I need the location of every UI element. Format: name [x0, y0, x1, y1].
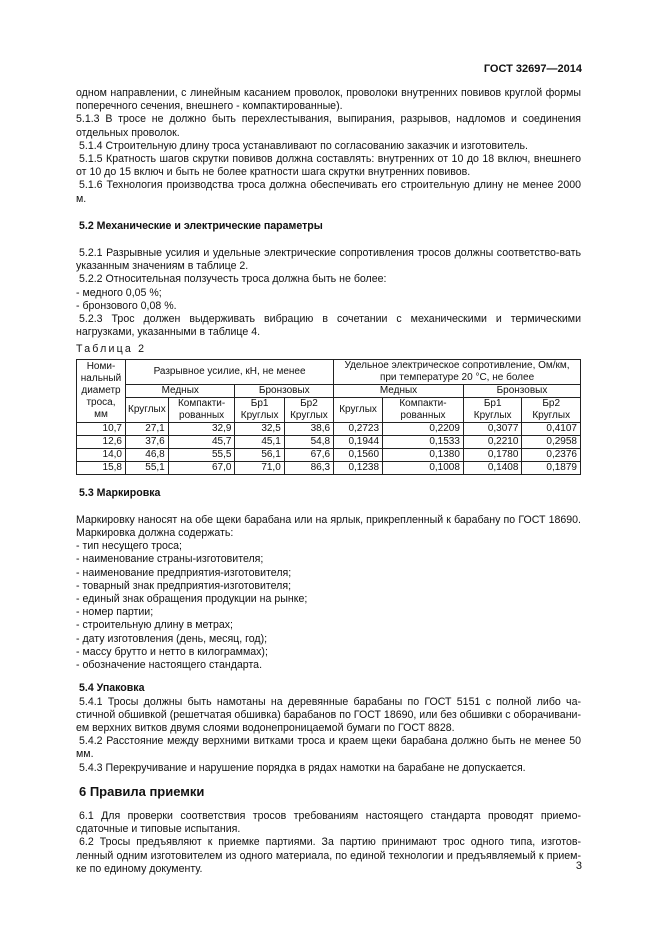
header-br2: Бр2 Круглых — [284, 397, 333, 422]
paragraph-6-1: 6.1 Для проверки соответствия тросов требованиям настоящего стандарта проводят приемо-сдаточные и типовые испытания. — [76, 809, 581, 836]
document-code: ГОСТ 32697—2014 — [483, 63, 582, 75]
list-item: - номер партии; — [76, 606, 154, 619]
paragraph-5-2-2: 5.2.2 Относительная ползучесть троса должна быть не более: — [79, 273, 387, 286]
table-row — [77, 448, 581, 461]
table-cell: 0,1560 — [334, 448, 383, 461]
section-title-6: 6 Правила приемки — [79, 783, 205, 799]
list-item: - единый знак обращения продукции на рынке; — [76, 593, 308, 606]
list-item: - обозначение настоящего стандарта. — [76, 659, 263, 672]
list-item: - медного 0,05 %; — [76, 286, 162, 299]
table-cell: 0,1238 — [334, 461, 383, 474]
header-copper: Медных — [334, 384, 464, 397]
table-cell: 46,8 — [126, 448, 169, 461]
paragraph-5-2-3: 5.2.3 Трос должен выдерживать вибрацию в сочетании с механическими и термическими нагрузками, указанными в таблице 4. — [76, 313, 581, 339]
table-cell: 0,2723 — [334, 422, 383, 435]
table-cell: 38,6 — [284, 422, 333, 435]
table-cell: 0,1879 — [522, 461, 581, 474]
table-cell: 45,1 — [235, 435, 284, 448]
table-cell: 0,1408 — [463, 461, 522, 474]
table-cell: 0,1008 — [383, 461, 464, 474]
table-cell: 37,6 — [126, 435, 169, 448]
table-2 — [76, 359, 581, 475]
table-cell: 45,7 — [168, 435, 235, 448]
paragraph-5-1-6: 5.1.6 Технология производства троса должна обеспечивать его строительную длину не менее 2000 м. — [76, 179, 581, 205]
list-item: - наименование страны-изготовителя; — [76, 553, 264, 566]
header-round: Круглых — [334, 397, 383, 422]
table-cell: 56,1 — [235, 448, 284, 461]
header-round: Круглых — [126, 397, 169, 422]
page-body — [76, 87, 581, 876]
table-cell: 54,8 — [284, 435, 333, 448]
header-diameter: Номи-нальный диаметр троса, мм — [77, 359, 126, 422]
table-cell: 67,6 — [284, 448, 333, 461]
table-cell: 0,3077 — [463, 422, 522, 435]
list-item: - массу брутто и нетто в килограммах); — [76, 645, 268, 658]
table-cell: 55,5 — [168, 448, 235, 461]
table-cell: 32,5 — [235, 422, 284, 435]
paragraph-5-4-2: 5.4.2 Расстояние между верхними витками троса и краем щеки барабана должно быть не менее 50 мм. — [76, 735, 581, 761]
table-cell: 0,1780 — [463, 448, 522, 461]
section-title-5-2: 5.2 Механические и электрические параметры — [79, 219, 323, 232]
section-title-5-3: 5.3 Маркировка — [79, 486, 161, 499]
header-breaking-force: Разрывное усилие, кН, не менее — [126, 359, 334, 384]
table-cell: 10,7 — [77, 422, 126, 435]
header-bronze: Бронзовых — [235, 384, 334, 397]
paragraph-5-1-5: 5.1.5 Кратность шагов скрутки повивов должна составлять: внутренних от 10 до 18 включ, внешнего от 10 до 15 включ и быть не более кратности шага скрутки внутренних повивов. — [76, 153, 581, 179]
header-br1: Бр1 Круглых — [463, 397, 522, 422]
list-item: - тип несущего троса; — [76, 540, 182, 553]
paragraph-5-1-4: 5.1.4 Строительную длину троса устанавливают по согласованию заказчик и изготовитель. — [79, 139, 528, 152]
table-cell: 0,2958 — [522, 435, 581, 448]
header-br2: Бр2 Круглых — [522, 397, 581, 422]
header-br1: Бр1 Круглых — [235, 397, 284, 422]
header-resistance: Удельное электрическое сопротивление, Ом/км, при температуре 20 °С, не более — [334, 359, 581, 384]
paragraph-5-1-3: 5.1.3 В тросе не должно быть перехлестывания, выпирания, разрывов, надломов и соединения отдельных проволок. — [76, 113, 581, 139]
table-row — [77, 435, 581, 448]
paragraph-5-2-1: 5.2.1 Разрывные усилия и удельные электрические сопротивления тросов должны соответство-вать указанным значениям в таблице 2. — [76, 247, 581, 273]
table-row — [77, 461, 581, 474]
table-cell: 0,1944 — [334, 435, 383, 448]
table-cell: 32,9 — [168, 422, 235, 435]
table-cell: 15,8 — [77, 461, 126, 474]
list-item: - бронзового 0,08 %. — [76, 299, 177, 312]
table-cell: 55,1 — [126, 461, 169, 474]
paragraph: одном направлении, с линейным касанием проволок, проволоки внутренних повивов круглой формы поперечного сечения, внешнего - компактированные). — [76, 87, 581, 113]
header-compacted: Компакти-рованных — [168, 397, 235, 422]
list-item: - дату изготовления (день, месяц, год); — [76, 632, 268, 645]
list-item: - товарный знак предприятия-изготовителя; — [76, 579, 292, 592]
table-cell: 12,6 — [77, 435, 126, 448]
table-cell: 67,0 — [168, 461, 235, 474]
paragraph-5-4-1: 5.4.1 Тросы должны быть намотаны на деревянные барабаны по ГОСТ 5151 с полной либо ча-стичной обшивкой (решетчатая обшивка) барабанов по ГОСТ 18690, или без обшивки с оборачивани-ем верхних витков двумя слоями водонепроницаемой бумаги по ГОСТ 8828. — [76, 695, 581, 734]
table-cell: 86,3 — [284, 461, 333, 474]
page-number: 3 — [575, 860, 582, 872]
table-cell: 0,2376 — [522, 448, 581, 461]
paragraph-5-4-3: 5.4.3 Перекручивание и нарушение порядка в рядах намотки на барабане не допускается. — [79, 761, 526, 774]
table-cell: 0,1533 — [383, 435, 464, 448]
table-cell: 0,4107 — [522, 422, 581, 435]
table-cell: 14,0 — [77, 448, 126, 461]
table-cell: 0,1380 — [383, 448, 464, 461]
header-bronze: Бронзовых — [463, 384, 580, 397]
list-item: - наименование предприятия-изготовителя; — [76, 566, 292, 579]
table-caption: Таблица 2 — [76, 343, 147, 356]
list-item: - строительную длину в метрах; — [76, 619, 233, 632]
paragraph-5-3: Маркировку наносят на обе щеки барабана или на ярлык, прикрепленный к барабану по ГОСТ 18690. Маркировка должна содержать: — [76, 513, 581, 540]
table-cell: 71,0 — [235, 461, 284, 474]
section-title-5-4: 5.4 Упаковка — [79, 682, 145, 695]
table-cell: 0,2210 — [463, 435, 522, 448]
table-row — [77, 422, 581, 435]
header-copper: Медных — [126, 384, 235, 397]
header-compacted: Компакти-рованных — [383, 397, 464, 422]
table-cell: 0,2209 — [383, 422, 464, 435]
paragraph-6-2: 6.2 Тросы предъявляют к приемке партиями. За партию принимают трос одного типа, изготов-ленный одним изготовителем из одного материала, по единой технологии и предъявляемый к прием-ке по единому документу. — [76, 836, 581, 875]
table-cell: 27,1 — [126, 422, 169, 435]
